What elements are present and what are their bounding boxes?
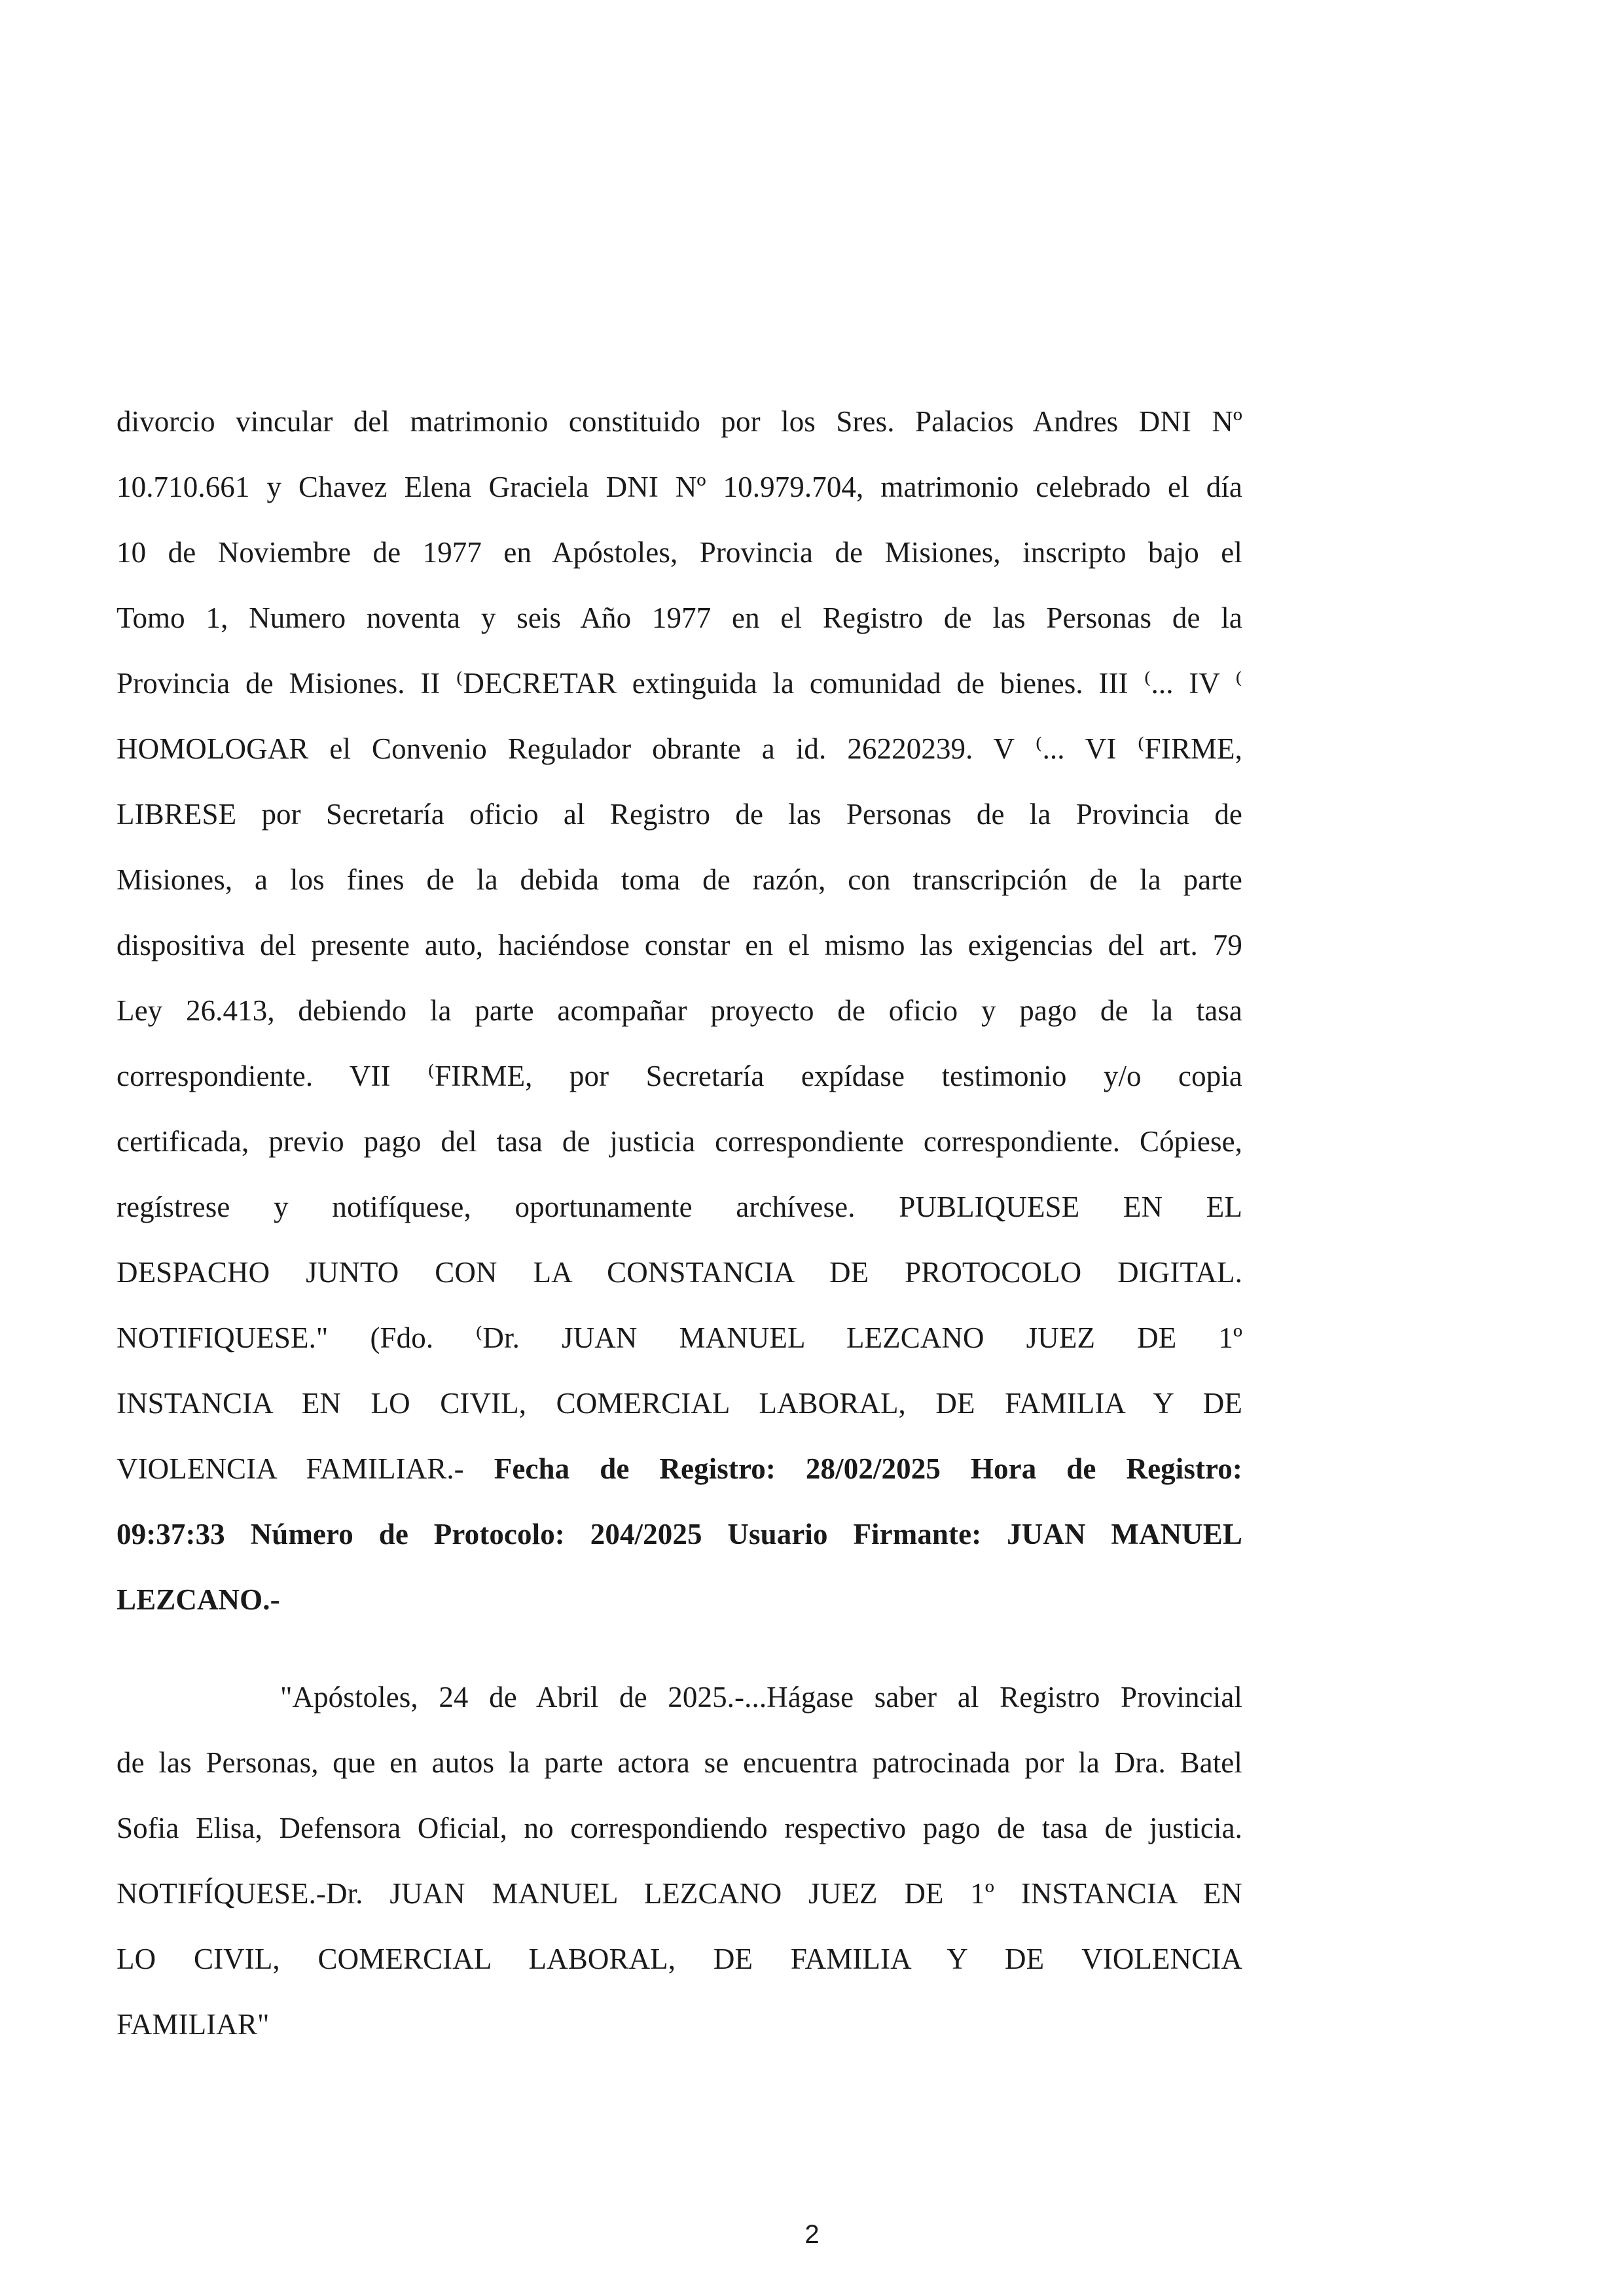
- text-line: correspondiente. VII ⁽FIRME, por Secretaría expídase testimonio y/o copia: [117, 1060, 1242, 1092]
- text-line: de las Personas, que en autos la parte actora se encuentra patrocinada por la Dra. Batel: [117, 1746, 1242, 1779]
- text-normal: VIOLENCIA FAMILIAR.-: [117, 1452, 494, 1485]
- text-line: FAMILIAR": [117, 2008, 270, 2041]
- text-line-registration: [117, 1449, 1242, 1488]
- text-line: Provincia de Misiones. II ⁽DECRETAR extinguida la comunidad de bienes. III ⁽... IV ⁽: [117, 667, 1242, 700]
- text-line: 10 de Noviembre de 1977 en Apóstoles, Provincia de Misiones, inscripto bajo el: [117, 536, 1242, 569]
- text-line: certificada, previo pago del tasa de justicia correspondiente correspondiente. Cópiese,: [117, 1125, 1242, 1158]
- text-line: regístrese y notifíquese, oportunamente archívese. PUBLIQUESE EN EL: [117, 1191, 1242, 1223]
- text-line: "Apóstoles, 24 de Abril de 2025.-...Hágase saber al Registro Provincial: [280, 1681, 1242, 1713]
- text-line: NOTIFÍQUESE.-Dr. JUAN MANUEL LEZCANO JUEZ DE 1º INSTANCIA EN: [117, 1877, 1242, 1910]
- page-number: 2: [804, 2220, 820, 2249]
- text-line: HOMOLOGAR el Convenio Regulador obrante a id. 26220239. V ⁽... VI ⁽FIRME,: [117, 732, 1242, 765]
- text-line: divorcio vincular del matrimonio constituido por los Sres. Palacios Andres DNI Nº: [117, 405, 1242, 438]
- text-line: INSTANCIA EN LO CIVIL, COMERCIAL LABORAL, DE FAMILIA Y DE: [117, 1387, 1242, 1420]
- registration-date-text: Fecha de Registro: 28/02/2025 Hora de Registro:: [494, 1452, 1242, 1485]
- text-line: LIBRESE por Secretaría oficio al Registro de las Personas de la Provincia de: [117, 798, 1242, 831]
- text-line: Tomo 1, Numero noventa y seis Año 1977 en el Registro de las Personas de la: [117, 601, 1242, 634]
- text-line: LO CIVIL, COMERCIAL LABORAL, DE FAMILIA Y DE VIOLENCIA: [117, 1943, 1242, 1975]
- text-line: 10.710.661 y Chavez Elena Graciela DNI Nº 10.979.704, matrimonio celebrado el día: [117, 471, 1242, 503]
- registration-protocol-text: 09:37:33 Número de Protocolo: 204/2025 Usuario Firmante: JUAN MANUEL: [117, 1518, 1242, 1551]
- text-line: DESPACHO JUNTO CON LA CONSTANCIA DE PROTOCOLO DIGITAL.: [117, 1256, 1242, 1289]
- registration-signer-text: LEZCANO.-: [117, 1583, 280, 1616]
- text-line: Misiones, a los fines de la debida toma de razón, con transcripción de la parte: [117, 863, 1242, 896]
- text-line: dispositiva del presente auto, haciéndose constar en el mismo las exigencias del art. 79: [117, 929, 1242, 961]
- text-line: Sofia Elisa, Defensora Oficial, no correspondiendo respectivo pago de tasa de justicia.: [117, 1812, 1242, 1844]
- text-line: Ley 26.413, debiendo la parte acompañar proyecto de oficio y pago de la tasa: [117, 994, 1242, 1027]
- text-line: NOTIFIQUESE." (Fdo. ⁽Dr. JUAN MANUEL LEZCANO JUEZ DE 1º: [117, 1321, 1242, 1354]
